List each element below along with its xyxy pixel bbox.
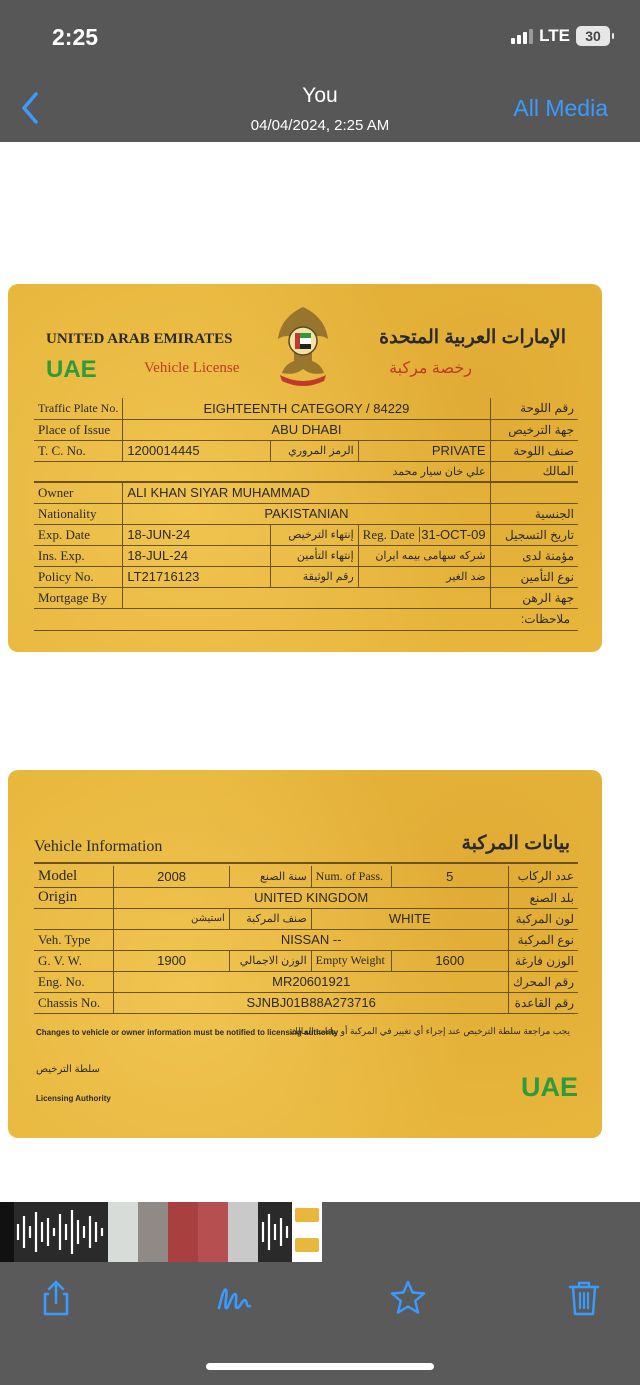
policy-value: LT21716123 — [123, 566, 270, 587]
audio-thumbnail[interactable] — [14, 1202, 108, 1262]
table-row — [34, 566, 578, 587]
exp-label-ar: إنتهاء الترخيص — [270, 524, 358, 545]
country-name-ar: الإمارات العربية المتحدة — [379, 327, 566, 348]
thumbnail[interactable] — [108, 1202, 138, 1262]
nationality-value: PAKISTANIAN — [123, 503, 490, 524]
notes-label-ar: ملاحظات: — [520, 612, 570, 626]
owner-label: Owner — [34, 482, 123, 503]
pass-label-ar: عدد الركاب — [508, 866, 578, 887]
model-label: Model — [34, 866, 114, 887]
vehicle-info-table — [34, 866, 578, 1014]
home-indicator[interactable] — [206, 1363, 434, 1370]
issue-label-ar: جهة الترخيص — [490, 419, 578, 440]
class-label-ar: صنف المركبة — [229, 908, 311, 929]
emblem-icon — [270, 301, 336, 387]
share-button[interactable] — [36, 1278, 76, 1318]
uae-mark: UAE — [520, 1072, 578, 1102]
owner-name-ar: علي خان سيار محمد — [392, 465, 486, 478]
battery-icon: 30 — [576, 26, 610, 46]
origin-value: UNITED KINGDOM — [114, 887, 509, 908]
ins-type-label-ar: نوع التأمين — [490, 566, 578, 587]
gvw-label: G. V. W. — [34, 950, 114, 971]
insurer-label-ar: مؤمنة لدى — [490, 545, 578, 566]
mortgage-label: Mortgage By — [34, 587, 123, 608]
empty-weight-value: 1600 — [391, 950, 508, 971]
reg-label: Reg. Date — [363, 527, 420, 542]
table-row — [34, 929, 578, 950]
origin-label-ar: بلد الصنع — [508, 887, 578, 908]
network-type: LTE — [539, 26, 570, 45]
license-table — [34, 398, 578, 609]
uae-mark: UAE — [46, 356, 97, 383]
empty-weight-label-ar: الوزن فارغة — [508, 950, 578, 971]
notice-text: Changes to vehicle or owner information must be notified to licensing authority — [36, 1028, 339, 1037]
table-row — [34, 545, 578, 566]
mortgage-label-ar: جهة الرهن — [490, 587, 578, 608]
tc-value: 1200014445 — [123, 440, 270, 461]
star-icon — [388, 1278, 428, 1318]
divider — [34, 630, 578, 631]
table-row — [34, 587, 578, 608]
type-label-ar: نوع المركبة — [508, 929, 578, 950]
table-row — [34, 887, 578, 908]
issue-label: Place of Issue — [34, 419, 123, 440]
reg-value: 31-OCT-09 — [421, 526, 486, 542]
thumbnail[interactable] — [228, 1202, 258, 1262]
plate-label-ar: رقم اللوحة — [490, 398, 578, 419]
plate-label: Traffic Plate No. — [34, 398, 123, 419]
color-value: WHITE — [311, 908, 508, 929]
reg-cell — [358, 524, 490, 545]
plate-class-label-ar: صنف اللوحة — [490, 440, 578, 461]
table-row — [34, 908, 578, 929]
status-indicators — [511, 26, 610, 46]
authority-label: Licensing Authority — [36, 1094, 111, 1103]
owner-value: ALI KHAN SIYAR MUHAMMAD — [123, 482, 490, 503]
model-value: 2008 — [114, 866, 229, 887]
thumbnail[interactable] — [0, 1202, 14, 1262]
model-label-ar: سنة الصنع — [229, 866, 311, 887]
ins-label: Ins. Exp. — [34, 545, 123, 566]
issue-value: ABU DHABI — [123, 419, 490, 440]
delete-button[interactable] — [564, 1278, 604, 1318]
sent-date: 04/04/2024, 2:25 AM — [250, 117, 390, 134]
table-row — [34, 992, 578, 1013]
vehicle-info-title-ar: بيانات المركبة — [461, 833, 570, 854]
table-row — [34, 971, 578, 992]
ins-value: 18-JUL-24 — [123, 545, 270, 566]
exp-label: Exp. Date — [34, 524, 123, 545]
top-bar — [0, 0, 640, 142]
origin-label: Origin — [34, 887, 114, 908]
gvw-label-ar: الوزن الاجمالي — [229, 950, 311, 971]
divider — [34, 862, 578, 864]
waveform-icon — [258, 1202, 292, 1262]
engine-value: MR20601921 — [114, 971, 509, 992]
class-value: استيشن — [114, 908, 229, 929]
vehicle-license-front — [8, 284, 602, 652]
tc-label: T. C. No. — [34, 440, 123, 461]
insurer-value: شركه سهامى بيمه ايران — [358, 545, 490, 566]
reg-label-ar: تاريخ التسجيل — [490, 524, 578, 545]
chassis-value: SJNBJ01B88A273716 — [114, 992, 509, 1013]
selected-thumbnail[interactable] — [292, 1202, 322, 1262]
thumbnail[interactable] — [138, 1202, 168, 1262]
type-label: Veh. Type — [34, 929, 114, 950]
engine-label: Eng. No. — [34, 971, 114, 992]
favorite-button[interactable] — [388, 1278, 428, 1318]
thumbnail-strip[interactable] — [0, 1202, 322, 1262]
color-label-ar: لون المركبة — [508, 908, 578, 929]
signal-icon — [511, 28, 533, 44]
markup-button[interactable] — [214, 1278, 254, 1318]
table-row — [34, 398, 578, 419]
table-row — [34, 950, 578, 971]
trash-icon — [564, 1278, 604, 1318]
exp-value: 18-JUN-24 — [123, 524, 270, 545]
ins-label-ar: إنتهاء التأمين — [270, 545, 358, 566]
table-row — [34, 419, 578, 440]
policy-label: Policy No. — [34, 566, 123, 587]
status-time: 2:25 — [52, 24, 99, 50]
ins-type-value: ضد الغير — [358, 566, 490, 587]
country-name: UNITED ARAB EMIRATES — [46, 331, 233, 347]
table-row — [34, 503, 578, 524]
policy-label-ar: رقم الوثيقة — [270, 566, 358, 587]
chassis-label: Chassis No. — [34, 992, 114, 1013]
table-row — [34, 524, 578, 545]
vehicle-license-back — [8, 770, 602, 1138]
license-type-ar: رخصة مركبة — [389, 360, 472, 377]
owner-label-ar: المالك — [490, 461, 578, 482]
gvw-value: 1900 — [114, 950, 229, 971]
chassis-label-ar: رقم القاعدة — [508, 992, 578, 1013]
thumbnail[interactable] — [168, 1202, 198, 1262]
pass-value: 5 — [391, 866, 508, 887]
sender-name: You — [302, 84, 338, 107]
engine-label-ar: رقم المحرك — [508, 971, 578, 992]
audio-thumbnail[interactable] — [258, 1202, 292, 1262]
table-row — [34, 440, 578, 461]
table-row — [34, 866, 578, 887]
table-row — [34, 482, 578, 503]
waveform-icon — [14, 1202, 108, 1262]
table-row — [34, 461, 578, 482]
vehicle-info-title: Vehicle Information — [34, 838, 163, 855]
nationality-label: Nationality — [34, 503, 123, 524]
share-icon — [36, 1278, 76, 1318]
authority-label-ar: سلطة الترخيص — [36, 1064, 100, 1075]
license-type: Vehicle License — [144, 360, 240, 376]
nationality-label-ar: الجنسية — [490, 503, 578, 524]
pass-label: Num. of Pass. — [311, 866, 391, 887]
type-value: NISSAN -- — [114, 929, 509, 950]
notice-text-ar: يجب مراجعة سلطة الترخيص عند إجراء أي تغيير في المركبة أو بيانات المالك — [290, 1026, 570, 1036]
plate-class-value: PRIVATE — [358, 440, 490, 461]
markup-icon — [214, 1278, 254, 1318]
plate-value: EIGHTEENTH CATEGORY / 84229 — [123, 398, 490, 419]
thumbnail[interactable] — [198, 1202, 228, 1262]
empty-weight-label: Empty Weight — [311, 950, 391, 971]
tc-label-ar: الرمز المروري — [270, 440, 358, 461]
all-media-button[interactable]: All Media — [513, 95, 608, 121]
